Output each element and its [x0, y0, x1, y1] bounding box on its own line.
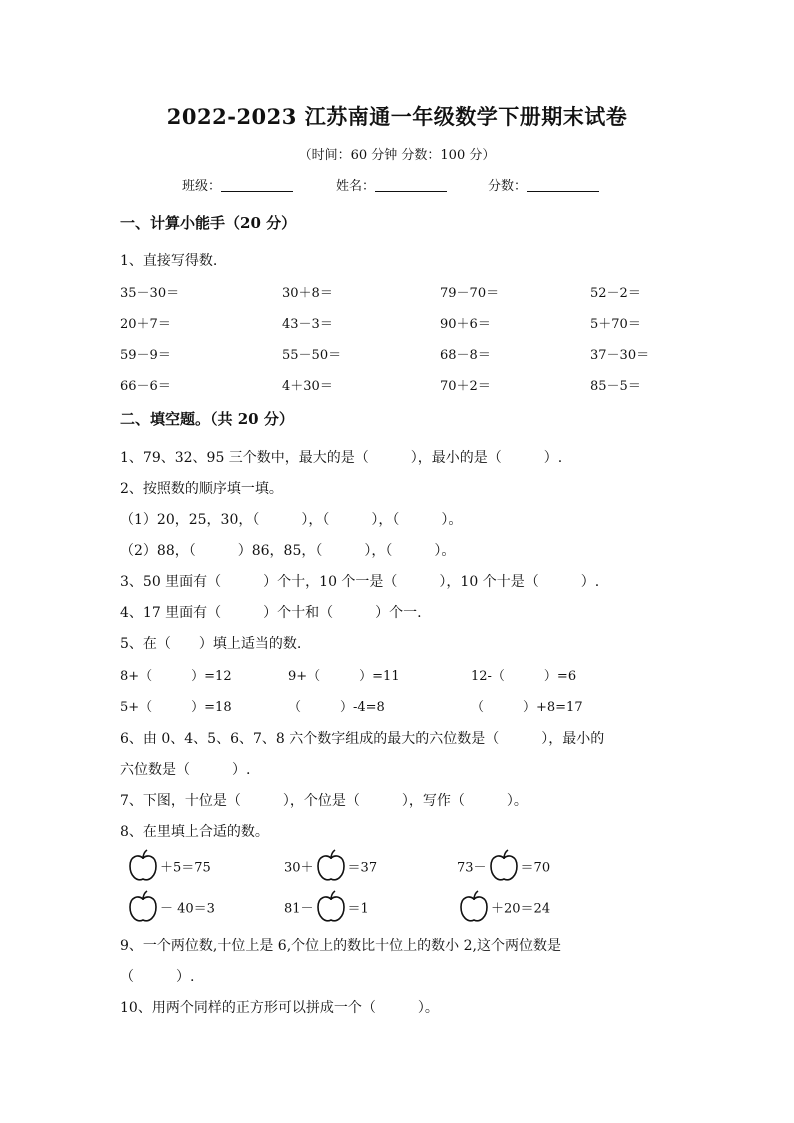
apple-icon[interactable] [457, 890, 491, 924]
apple-icon[interactable] [314, 849, 348, 883]
apple-icon[interactable] [126, 849, 160, 883]
question-2-9: 9、一个两位数,十位上是 6,个位上的数比十位上的数小 2,这个两位数是 [120, 938, 561, 954]
fill-item: 8+（ ）=12 [120, 669, 232, 684]
score-field [488, 175, 599, 194]
apple-equation [284, 849, 377, 883]
calc-item: 37－30＝ [590, 348, 650, 363]
question-2-5: 5、在（ ）填上适当的数. [120, 636, 302, 652]
fill-item: 5+（ ）=18 [120, 700, 232, 715]
equation-text: ＋20＝24 [491, 901, 551, 917]
student-info-row [0, 175, 794, 195]
question-2-2: 2、按照数的顺序填一填。 [120, 481, 283, 497]
equation-text: ＝70 [520, 860, 551, 876]
apple-equation [126, 849, 211, 883]
equation-text: ＋5＝75 [160, 860, 211, 876]
class-blank[interactable] [221, 177, 293, 192]
score-blank[interactable] [527, 177, 599, 192]
fill-item: 12-（ ）=6 [471, 669, 577, 684]
question-2-6: 6、由 0、4、5、6、7、8 六个数字组成的最大的六位数是（ ），最小的 [120, 731, 605, 747]
apple-equation [457, 890, 550, 924]
calc-item: 59－9＝ [120, 348, 171, 363]
calc-item: 5＋70＝ [590, 317, 641, 332]
class-field [182, 175, 293, 194]
equation-text: 30＋ [284, 860, 314, 876]
fill-item: （ ）+8=17 [471, 700, 583, 715]
calc-item: 20＋7＝ [120, 317, 171, 332]
calc-item: 35－30＝ [120, 286, 180, 301]
calc-item: 70＋2＝ [440, 379, 491, 394]
exam-time-score: （时间：60 分钟 分数：100 分） [298, 148, 496, 163]
fill-item: 9+（ ）=11 [288, 669, 400, 684]
apple-icon[interactable] [314, 890, 348, 924]
name-label: 姓名： [336, 179, 376, 194]
question-2-9-cont: （ ）. [120, 969, 195, 985]
calc-item: 43－3＝ [282, 317, 333, 332]
equation-text: － 40＝3 [160, 901, 215, 917]
question-2-7: 7、下图，十位是（ ），个位是（ ），写作（ ）。 [120, 793, 528, 809]
apple-icon[interactable] [487, 849, 521, 883]
question-2-3: 3、50 里面有（ ）个十，10 个一是（ ），10 个十是（ ）. [120, 574, 600, 590]
equation-text: ＝1 [347, 901, 369, 917]
score-label: 分数： [488, 179, 528, 194]
apple-equation [457, 849, 550, 883]
calc-item: 66－6＝ [120, 379, 171, 394]
calc-item: 55－50＝ [282, 348, 342, 363]
section-2-heading: 二、填空题。（共 20 分） [120, 410, 294, 428]
calc-item: 4＋30＝ [282, 379, 333, 394]
class-label: 班级： [182, 179, 222, 194]
question-2-2-a: （1）20，25，30，（ ），（ ），（ ）。 [120, 512, 463, 528]
equation-text: 73－ [457, 860, 487, 876]
question-2-6-cont: 六位数是（ ）. [120, 762, 251, 778]
apple-icon[interactable] [126, 890, 160, 924]
fill-item: （ ）-4=8 [288, 700, 385, 715]
calc-item: 30＋8＝ [282, 286, 333, 301]
calc-item: 68－8＝ [440, 348, 491, 363]
question-1-1: 1、直接写得数. [120, 253, 218, 269]
name-blank[interactable] [375, 177, 447, 192]
question-2-1: 1、79、32、95 三个数中，最大的是（ ），最小的是（ ）. [120, 450, 563, 466]
question-2-8: 8、在里填上合适的数。 [120, 824, 269, 840]
question-2-10: 10、用两个同样的正方形可以拼成一个（ ）。 [120, 1000, 439, 1016]
apple-equation [126, 890, 215, 924]
section-1-heading: 一、计算小能手（20 分） [120, 214, 297, 232]
equation-text: ＝37 [347, 860, 378, 876]
calc-item: 52－2＝ [590, 286, 641, 301]
question-2-2-b: （2）88，（ ）86，85，（ ），（ ）。 [120, 543, 456, 559]
name-field [336, 175, 447, 194]
calc-item: 79－70＝ [440, 286, 500, 301]
question-2-4: 4、17 里面有（ ）个十和（ ）个一. [120, 605, 422, 621]
page-title: 2022-2023 江苏南通一年级数学下册期末试卷 [166, 104, 628, 129]
calc-item: 90＋6＝ [440, 317, 491, 332]
calc-item: 85－5＝ [590, 379, 641, 394]
equation-text: 81－ [284, 901, 314, 917]
apple-equation [284, 890, 369, 924]
